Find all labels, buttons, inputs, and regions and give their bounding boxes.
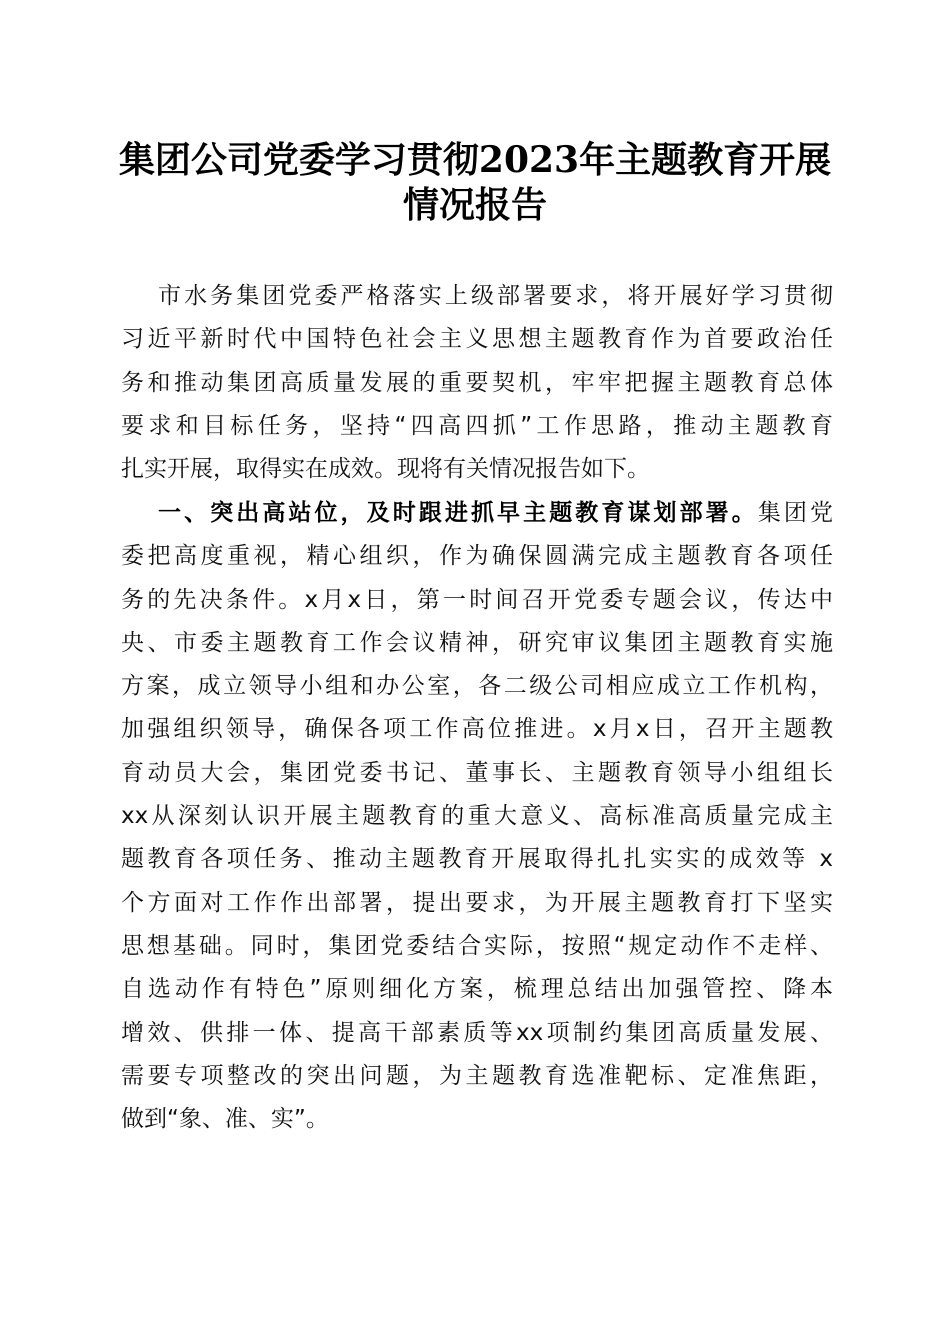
paragraph-line: 增效、供排一体、提高干部素质等xx项制约集团高质量发展、 <box>121 1019 833 1046</box>
paragraph-line: 方案，成立领导小组和办公室，各二级公司相应成立工作机构， <box>121 673 833 700</box>
paragraph-line: 务和推动集团高质量发展的重要契机，牢牢把握主题教育总体 <box>121 369 833 396</box>
heading-line-continuation: 集团党 <box>757 500 834 526</box>
paragraph-line: 市水务集团党委严格落实上级部署要求，将开展好学习贯彻 <box>158 283 833 309</box>
paragraph-line: 思想基础。同时，集团党委结合实际，按照“规定动作不走样、 <box>121 932 833 959</box>
paragraph-line: 委把高度重视，精心组织，作为确保圆满完成主题教育各项任 <box>121 543 833 570</box>
paragraph-line: 加强组织领导，确保各项工作高位推进。x月x日，召开主题教 <box>121 716 833 743</box>
paragraph-line: 做到“象、准、实”。 <box>121 1106 329 1133</box>
intro-paragraph <box>121 275 833 491</box>
paragraph-line: 要求和目标任务，坚持“四高四抓”工作思路，推动主题教育 <box>121 412 833 439</box>
paragraph-line: 习近平新时代中国特色社会主义思想主题教育作为首要政治任 <box>121 326 833 353</box>
document-title-line-2: 情况报告 <box>402 184 547 226</box>
paragraph-line: 务的先决条件。x月x日，第一时间召开党委专题会议，传达中 <box>121 586 833 613</box>
paragraph-line: 需要专项整改的突出问题，为主题教育选准靶标、定准焦距， <box>121 1062 833 1089</box>
paragraph-line: 育动员大会，集团党委书记、董事长、主题教育领导小组组长 <box>121 759 833 786</box>
paragraph-line: 题教育各项任务、推动主题教育开展取得扎扎实实的成效等 x <box>121 846 833 873</box>
paragraph-line: xx从深刻认识开展主题教育的重大意义、高标准高质量完成主 <box>121 803 833 830</box>
section-1-paragraph <box>121 492 833 1141</box>
paragraph-line: 个方面对工作作出部署，提出要求，为开展主题教育打下坚实 <box>121 889 833 916</box>
paragraph-line <box>121 492 833 535</box>
section-heading: 一、突出高站位，及时跟进抓早主题教育谋划部署。 <box>158 500 758 526</box>
document-title-line-1: 集团公司党委学习贯彻2023年主题教育开展 <box>118 139 832 181</box>
paragraph-line: 自选动作有特色”原则细化方案，梳理总结出加强管控、降本 <box>121 976 833 1003</box>
paragraph-line: 央、市委主题教育工作会议精神，研究审议集团主题教育实施 <box>121 629 833 656</box>
paragraph-line: 扎实开展，取得实在成效。现将有关情况报告如下。 <box>121 456 650 483</box>
